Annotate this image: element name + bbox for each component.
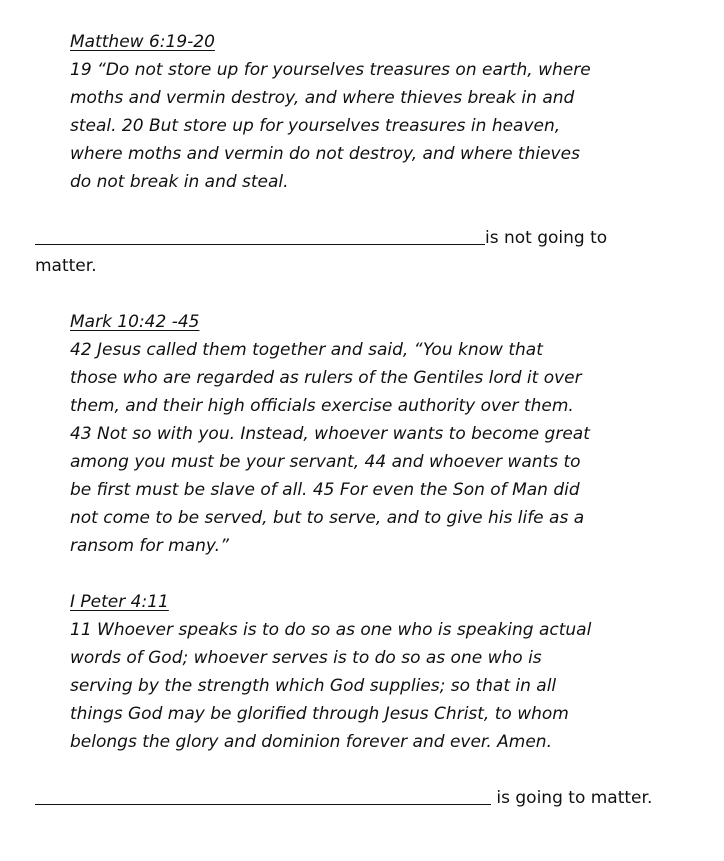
passage-line: 42 Jesus called them together and said, “You know that <box>70 340 543 360</box>
passage-line: 19 “Do not store up for yourselves treasures on earth, where <box>70 60 591 80</box>
passage-line: things God may be glorified through Jesus Christ, to whom <box>70 704 569 724</box>
passage-mark <box>70 308 710 560</box>
passage-reference: I Peter 4:11 <box>70 592 169 612</box>
passage-line: do not break in and steal. <box>70 172 289 192</box>
fill-in-text: is going to matter. <box>491 788 653 808</box>
passage-peter <box>70 588 710 756</box>
fill-in-blank[interactable] <box>35 784 491 805</box>
passage-line: words of God; whoever serves is to do so as one who is <box>70 648 542 668</box>
passage-line: belongs the glory and dominion forever and ever. Amen. <box>70 732 552 752</box>
passage-line: be first must be slave of all. 45 For even the Son of Man did <box>70 480 580 500</box>
passage-line: ransom for many.” <box>70 536 229 556</box>
passage-reference: Matthew 6:19-20 <box>70 32 215 52</box>
passage-reference: Mark 10:42 -45 <box>70 312 200 332</box>
passage-line: serving by the strength which God supplies; so that in all <box>70 676 557 696</box>
fill-in-text: matter. <box>35 256 97 276</box>
passage-line: them, and their high officials exercise authority over them. <box>70 396 574 416</box>
passage-matthew <box>70 28 710 196</box>
passage-line: moths and vermin destroy, and where thieves break in and <box>70 88 575 108</box>
passage-line: 11 Whoever speaks is to do so as one who is speaking actual <box>70 620 592 640</box>
passage-line: among you must be your servant, 44 and whoever wants to <box>70 452 581 472</box>
passage-line: steal. 20 But store up for yourselves treasures in heaven, <box>70 116 561 136</box>
passage-line: 43 Not so with you. Instead, whoever wants to become great <box>70 424 590 444</box>
fill-in-statement-not-matter <box>35 224 715 280</box>
fill-in-statement-matter <box>35 784 715 812</box>
passage-line: those who are regarded as rulers of the Gentiles lord it over <box>70 368 582 388</box>
passage-line: not come to be served, but to serve, and to give his life as a <box>70 508 585 528</box>
fill-in-blank[interactable] <box>35 224 485 245</box>
fill-in-text: is not going to <box>485 228 608 248</box>
passage-line: where moths and vermin do not destroy, and where thieves <box>70 144 580 164</box>
